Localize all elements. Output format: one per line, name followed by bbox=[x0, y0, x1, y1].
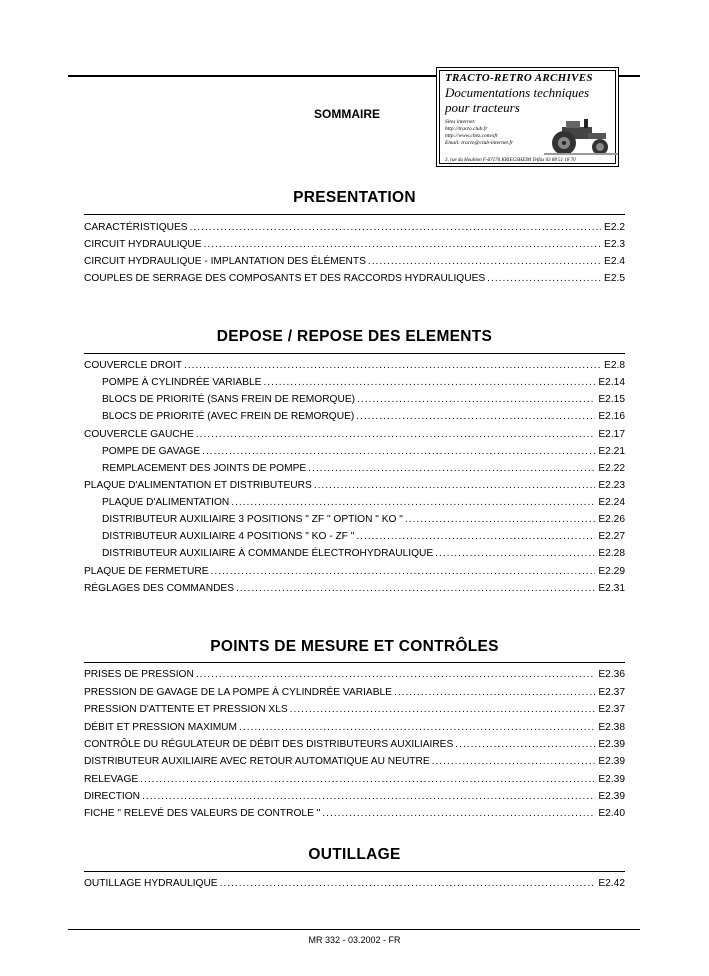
toc-entry-page: E2.21 bbox=[598, 446, 625, 457]
toc-entry-label: COUVERCLE GAUCHE bbox=[84, 429, 194, 440]
stamp-frame bbox=[439, 70, 616, 164]
toc-entry-label: COUVERCLE DROIT bbox=[84, 360, 182, 371]
leader-dots bbox=[394, 687, 595, 698]
toc-entry-label: PLAQUE D'ALIMENTATION bbox=[102, 497, 230, 508]
toc-entry[interactable] bbox=[84, 878, 625, 892]
toc-entry-page: E2.37 bbox=[598, 687, 625, 698]
stamp-email: Email: tracto@club-internet.fr bbox=[445, 140, 513, 146]
leader-dots bbox=[263, 377, 595, 388]
toc-entry-label: PRESSION D'ATTENTE ET PRESSION XLS bbox=[84, 704, 288, 715]
toc-entry-label: PRISES DE PRESSION bbox=[84, 669, 194, 680]
toc-entry-label: BLOCS DE PRIORITÉ (AVEC FREIN DE REMORQUE) bbox=[102, 411, 355, 422]
toc-entry-page: E2.15 bbox=[598, 394, 625, 405]
toc-entry-label: BLOCS DE PRIORITÉ (SANS FREIN DE REMORQUE) bbox=[102, 394, 356, 405]
archive-stamp bbox=[436, 67, 619, 167]
leader-dots bbox=[368, 256, 601, 267]
toc-entry-label: POMPE À CYLINDRÉE VARIABLE bbox=[102, 377, 262, 388]
toc-entry[interactable] bbox=[84, 566, 625, 580]
toc-entry-page: E2.17 bbox=[598, 429, 625, 440]
section-rule bbox=[84, 871, 625, 872]
toc-entry-label: FICHE " RELEVÉ DES VALEURS DE CONTROLE " bbox=[84, 808, 321, 819]
toc-entry-label: DISTRIBUTEUR AUXILIAIRE AVEC RETOUR AUTOMATIQUE AU NEUTRE bbox=[84, 756, 430, 767]
toc-entry[interactable] bbox=[102, 548, 625, 562]
toc-entry-label: REMPLACEMENT DES JOINTS DE POMPE bbox=[102, 463, 307, 474]
leader-dots bbox=[357, 394, 595, 405]
leader-dots bbox=[435, 548, 595, 559]
toc-entry-page: E2.42 bbox=[598, 878, 625, 889]
section-title-outillage: OUTILLAGE bbox=[308, 846, 401, 863]
toc-entry[interactable] bbox=[84, 480, 625, 494]
toc-entry[interactable] bbox=[84, 739, 625, 753]
toc-entry-label: PRESSION DE GAVAGE DE LA POMPE À CYLINDRÉE VARIABLE bbox=[84, 687, 392, 698]
stamp-subtitle-2: pour tracteurs bbox=[445, 100, 520, 115]
leader-dots bbox=[356, 531, 595, 542]
toc-entry[interactable] bbox=[84, 669, 625, 683]
stamp-address: 3, rue du Houblon F-67170 KRIEGSHEIM Telfax 03 88 51 18 70 bbox=[445, 158, 576, 163]
toc-entry[interactable] bbox=[84, 429, 625, 443]
toc-entry[interactable] bbox=[84, 687, 625, 701]
section-rule bbox=[84, 214, 625, 215]
toc-entry[interactable] bbox=[84, 222, 625, 236]
leader-dots bbox=[236, 583, 595, 594]
toc-entry-page: E2.24 bbox=[598, 497, 625, 508]
toc-entry-page: E2.14 bbox=[598, 377, 625, 388]
stamp-sites-label: Sites internet: bbox=[445, 119, 476, 125]
section-title-presentation: PRESENTATION bbox=[293, 189, 416, 206]
stamp-site-2: http://www.chez.com/sfr bbox=[445, 133, 499, 139]
toc-entry-page: E2.31 bbox=[598, 583, 625, 594]
toc-entry-page: E2.23 bbox=[598, 480, 625, 491]
leader-dots bbox=[239, 722, 595, 733]
toc-entry-page: E2.2 bbox=[604, 222, 625, 233]
leader-dots bbox=[202, 446, 595, 457]
leader-dots bbox=[142, 791, 595, 802]
stamp-title: TRACTO-RETRO ARCHIVES bbox=[445, 72, 593, 84]
toc-entry-label: DISTRIBUTEUR AUXILIAIRE 4 POSITIONS " KO - ZF " bbox=[102, 531, 355, 542]
toc-entry-page: E2.40 bbox=[598, 808, 625, 819]
leader-dots bbox=[322, 808, 595, 819]
leader-dots bbox=[190, 222, 601, 233]
toc-entry[interactable] bbox=[84, 808, 625, 822]
toc-entry-label: DISTRIBUTEUR AUXILIAIRE 3 POSITIONS " ZF " OPTION " KO " bbox=[102, 514, 403, 525]
leader-dots bbox=[140, 774, 595, 785]
toc-entry-label: RÉGLAGES DES COMMANDES bbox=[84, 583, 235, 594]
toc-entry-label: DÉBIT ET PRESSION MAXIMUM bbox=[84, 722, 238, 733]
toc-entry-label: RELEVAGE bbox=[84, 774, 139, 785]
leader-dots bbox=[308, 463, 595, 474]
toc-entry[interactable] bbox=[84, 791, 625, 805]
toc-entry-label: DISTRIBUTEUR AUXILIAIRE À COMMANDE ÉLECTROHYDRAULIQUE bbox=[102, 548, 434, 559]
leader-dots bbox=[356, 411, 595, 422]
toc-entry[interactable] bbox=[84, 704, 625, 718]
leader-dots bbox=[184, 360, 601, 371]
toc-entry-page: E2.37 bbox=[598, 704, 625, 715]
stamp-site-1: http://tracto.club.fr bbox=[445, 126, 488, 132]
toc-entry[interactable] bbox=[102, 394, 625, 408]
toc-entry-label: CARACTÉRISTIQUES bbox=[84, 222, 188, 233]
leader-dots bbox=[204, 239, 601, 250]
toc-entry[interactable] bbox=[102, 411, 625, 425]
toc-entry-page: E2.38 bbox=[598, 722, 625, 733]
toc-entry-label: CIRCUIT HYDRAULIQUE - IMPLANTATION DES ÉLÉMENTS bbox=[84, 256, 366, 267]
leader-dots bbox=[432, 756, 596, 767]
toc-entry-page: E2.3 bbox=[604, 239, 625, 250]
toc-entry[interactable] bbox=[84, 239, 625, 253]
toc-entry-page: E2.39 bbox=[598, 791, 625, 802]
section-rule bbox=[84, 662, 625, 663]
leader-dots bbox=[220, 878, 596, 889]
toc-entry-label: OUTILLAGE HYDRAULIQUE bbox=[84, 878, 218, 889]
leader-dots bbox=[211, 566, 596, 577]
toc-entry[interactable] bbox=[84, 722, 625, 736]
leader-dots bbox=[196, 429, 596, 440]
toc-entry-label: POMPE DE GAVAGE bbox=[102, 446, 201, 457]
toc-entry-label: PLAQUE D'ALIMENTATION ET DISTRIBUTEURS bbox=[84, 480, 312, 491]
toc-entry-page: E2.4 bbox=[604, 256, 625, 267]
leader-dots bbox=[314, 480, 596, 491]
page-title: SOMMAIRE bbox=[314, 107, 380, 121]
toc-entry-page: E2.26 bbox=[598, 514, 625, 525]
leader-dots bbox=[290, 704, 596, 715]
tractor-icon bbox=[544, 115, 618, 157]
section-title-points-de-mesure: POINTS DE MESURE ET CONTRÔLES bbox=[210, 638, 499, 655]
leader-dots bbox=[405, 514, 595, 525]
toc-entry-page: E2.5 bbox=[604, 273, 625, 284]
toc-entry-label: PLAQUE DE FERMETURE bbox=[84, 566, 209, 577]
toc-entry-page: E2.39 bbox=[598, 774, 625, 785]
toc-entry-page: E2.22 bbox=[598, 463, 625, 474]
leader-dots bbox=[487, 273, 601, 284]
toc-entry[interactable] bbox=[102, 463, 625, 477]
toc-entry[interactable] bbox=[84, 273, 625, 287]
toc-entry-page: E2.27 bbox=[598, 531, 625, 542]
toc-entry-label: CIRCUIT HYDRAULIQUE bbox=[84, 239, 202, 250]
toc-entry[interactable] bbox=[84, 756, 625, 770]
leader-dots bbox=[455, 739, 595, 750]
bottom-rule bbox=[68, 929, 640, 930]
toc-entry-label: DIRECTION bbox=[84, 791, 141, 802]
toc-entry[interactable] bbox=[84, 774, 625, 788]
toc-entry[interactable] bbox=[102, 514, 625, 528]
toc-entry-page: E2.8 bbox=[604, 360, 625, 371]
section-title-depose-repose: DEPOSE / REPOSE DES ELEMENTS bbox=[216, 328, 493, 345]
toc-entry-page: E2.39 bbox=[598, 756, 625, 767]
leader-dots bbox=[231, 497, 595, 508]
toc-entry[interactable] bbox=[102, 497, 625, 511]
toc-entry-page: E2.28 bbox=[598, 548, 625, 559]
toc-entry-page: E2.29 bbox=[598, 566, 625, 577]
toc-entry-label: COUPLES DE SERRAGE DES COMPOSANTS ET DES RACCORDS HYDRAULIQUES bbox=[84, 273, 486, 284]
leader-dots bbox=[196, 669, 596, 680]
toc-entry[interactable] bbox=[102, 446, 625, 460]
toc-entry-page: E2.39 bbox=[598, 739, 625, 750]
toc-entry[interactable] bbox=[102, 377, 625, 391]
toc-entry[interactable] bbox=[84, 360, 625, 374]
toc-entry[interactable] bbox=[84, 256, 625, 270]
toc-entry-page: E2.16 bbox=[598, 411, 625, 422]
toc-entry-page: E2.36 bbox=[598, 669, 625, 680]
footer-reference: MR 332 - 03.2002 - FR bbox=[308, 935, 401, 945]
toc-entry[interactable] bbox=[84, 583, 625, 597]
stamp-subtitle-1: Documentations techniques bbox=[445, 85, 590, 100]
section-rule bbox=[84, 353, 625, 354]
toc-entry[interactable] bbox=[102, 531, 625, 545]
toc-entry-label: CONTRÔLE DU RÉGULATEUR DE DÉBIT DES DISTRIBUTEURS AUXILIAIRES bbox=[84, 739, 454, 750]
